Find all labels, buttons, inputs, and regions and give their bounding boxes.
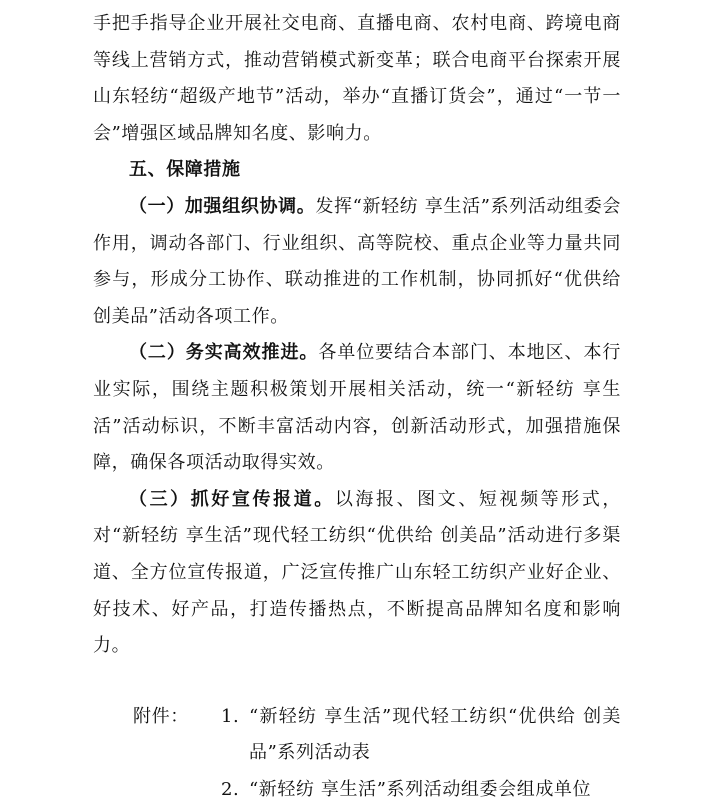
measure-lead-2: （二）务实高效推进。: [129, 342, 319, 364]
measure-text-3: 以海报、图文、短视频等形式，对“新轻纺 享生活”现代轻工纺织“优供给 创美品”活动进行多渠道、全方位宣传报道，广泛宣传推广山东轻工纺织产业好企业、好技术、好产品，打造传播热点，不断提高品牌知名度和影响力。: [93, 488, 621, 657]
attachments-label: 附件：: [133, 705, 189, 727]
attachment-number-2: 2.: [221, 778, 240, 800]
measure-paragraph-2: [93, 335, 621, 481]
measure-text-2: 各单位要结合本部门、本地区、本行业实际，围绕主题积极策划开展相关活动，统一“新轻纺 享生活”活动标识，不断丰富活动内容，创新活动形式，加强措施保障，确保各项活动取得实效。: [93, 342, 621, 474]
attachment-title-2: “新轻纺 享生活”系列活动组委会组成单位: [249, 778, 592, 800]
section-heading: 五、保障措施: [129, 159, 241, 181]
body-paragraph: 手把手指导企业开展社交电商、直播电商、农村电商、跨境电商等线上营销方式，推动营销模式新变革；联合电商平台探索开展山东轻纺“超级产地节”活动，举办“直播订货会”，通过“一节一会”增强区域品牌知名度、影响力。: [93, 13, 621, 144]
measure-paragraph-1: [93, 189, 621, 335]
measure-lead-1: （一）加强组织协调。: [129, 195, 316, 217]
measure-lead-3: （三）抓好宣传报道。: [129, 488, 335, 510]
measure-paragraph-3: [93, 482, 621, 665]
measure-text-1: 发挥“新轻纺 享生活”系列活动组委会作用，调动各部门、行业组织、高等院校、重点企业等力量共同参与，形成分工协作、联动推进的工作机制，协同抓好“优供给 创美品”活动各项工作。: [93, 195, 621, 327]
attachment-item-1: [93, 699, 621, 772]
document-page: [93, 6, 621, 808]
attachment-title-1: “新轻纺 享生活”现代轻工纺织“优供给 创美品”系列活动表: [249, 705, 621, 764]
attachment-number-1: 1.: [221, 705, 240, 727]
attachment-item-2: [93, 772, 621, 808]
attachments-block: [93, 699, 621, 808]
